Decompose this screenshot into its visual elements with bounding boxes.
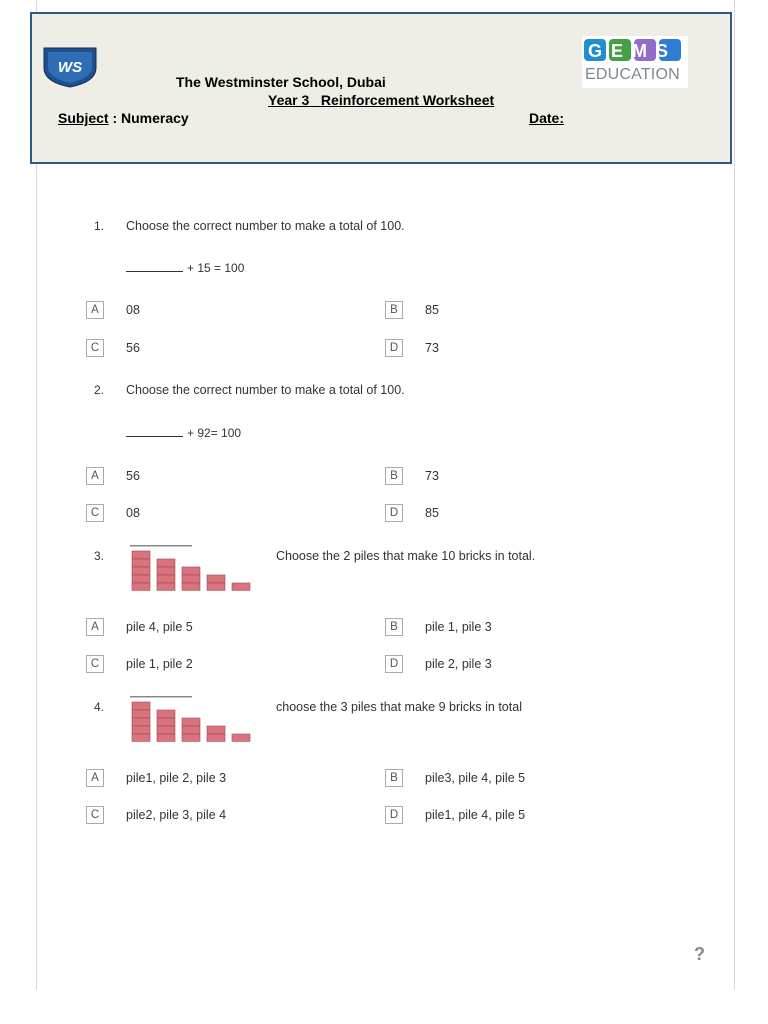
option-d-box[interactable]: D [385,806,403,824]
option-c-box[interactable]: C [86,504,104,522]
answer-blank[interactable] [126,426,183,437]
brick-pile-2 [157,710,175,741]
option-d-text: pile1, pile 4, pile 5 [425,808,526,822]
brick-pile-3 [182,718,200,741]
school-crest-logo [42,46,98,88]
brick [132,718,150,725]
option-c-text: 08 [126,506,140,520]
brick [232,734,250,741]
option-d-text: 85 [425,506,439,520]
equation-text: + 92= 100 [187,426,242,440]
option-a-box[interactable]: A [86,301,104,319]
brick-pile-5 [232,734,250,741]
question-equation [126,426,241,440]
option-a-text: pile1, pile 2, pile 3 [126,771,227,785]
question-text: choose the 3 piles that make 9 bricks in total [276,700,522,714]
worksheet-header [30,12,732,164]
option-b-text: 85 [425,303,439,317]
question-number: 2. [94,383,105,397]
option-a-box[interactable]: A [86,618,104,636]
option-b-box[interactable]: B [385,467,403,485]
brick [132,551,150,558]
brick [207,734,225,741]
option-a-box[interactable]: A [86,769,104,787]
brick [232,583,250,590]
question-number: 3. [94,549,105,563]
option-c-text: pile2, pile 3, pile 4 [126,808,227,822]
brick [207,575,225,582]
brick [132,583,150,590]
question-equation [126,261,244,275]
brick-pile-5 [232,583,250,590]
brick [182,718,200,725]
brick [157,718,175,725]
option-b-text: pile 1, pile 3 [425,620,492,634]
option-b-box[interactable]: B [385,301,403,319]
gems-education-logo [582,36,688,88]
brick [132,575,150,582]
brick-pile-3 [182,567,200,590]
option-a-text: 56 [126,469,140,483]
answer-blank[interactable] [126,261,183,272]
option-d-box[interactable]: D [385,339,403,357]
brick [132,734,150,741]
brick-pile-4 [207,726,225,741]
option-b-box[interactable]: B [385,769,403,787]
option-c-text: pile 1, pile 2 [126,657,193,671]
svg-text:WS: WS [57,59,83,76]
subject-line [58,110,189,126]
option-c-box[interactable]: C [86,339,104,357]
option-a-box[interactable]: A [86,467,104,485]
brick [157,734,175,741]
option-d-box[interactable]: D [385,504,403,522]
question-number: 1. [94,219,105,233]
brick [182,575,200,582]
brick-piles-image [128,543,258,593]
brick [182,583,200,590]
option-a-text: pile 4, pile 5 [126,620,193,634]
question-number: 4. [94,700,105,714]
option-d-text: pile 2, pile 3 [425,657,492,671]
question-text: Choose the correct number to make a total of 100. [126,383,405,397]
brick-image-caption [130,696,192,698]
brick [157,559,175,566]
brick [132,702,150,709]
gems-education-text: EDUCATION [585,66,680,83]
brick [207,726,225,733]
option-c-text: 56 [126,341,140,355]
equation-text: + 15 = 100 [187,261,245,275]
brick [157,575,175,582]
brick [132,710,150,717]
brick-piles-image [128,694,258,744]
brick [157,710,175,717]
brick [157,583,175,590]
brick [132,559,150,566]
option-b-text: 73 [425,469,439,483]
brick [157,726,175,733]
subject-label: Subject [58,110,109,126]
brick-pile-1 [132,702,150,741]
brick [157,567,175,574]
brick [182,734,200,741]
brick [182,567,200,574]
gems-wordmark [584,38,684,64]
brick [132,726,150,733]
school-name: The Westminster School, Dubai [176,74,386,90]
worksheet-title: Year 3 Reinforcement Worksheet [268,92,495,108]
brick-pile-2 [157,559,175,590]
brick-image-caption [130,545,192,547]
brick [207,583,225,590]
option-d-text: 73 [425,341,439,355]
brick-pile-1 [132,551,150,590]
subject-value: : Numeracy [108,110,189,126]
date-label: Date: [529,110,565,126]
option-c-box[interactable]: C [86,655,104,673]
option-c-box[interactable]: C [86,806,104,824]
option-b-text: pile3, pile 4, pile 5 [425,771,526,785]
option-d-box[interactable]: D [385,655,403,673]
svg-text:GEMS: GEMS [587,41,678,61]
option-a-text: 08 [126,303,140,317]
option-b-box[interactable]: B [385,618,403,636]
help-icon[interactable]: ? [694,944,705,964]
question-text: Choose the 2 piles that make 10 bricks in total. [276,549,536,563]
brick [182,726,200,733]
brick-pile-4 [207,575,225,590]
brick [132,567,150,574]
question-text: Choose the correct number to make a total of 100. [126,219,405,233]
